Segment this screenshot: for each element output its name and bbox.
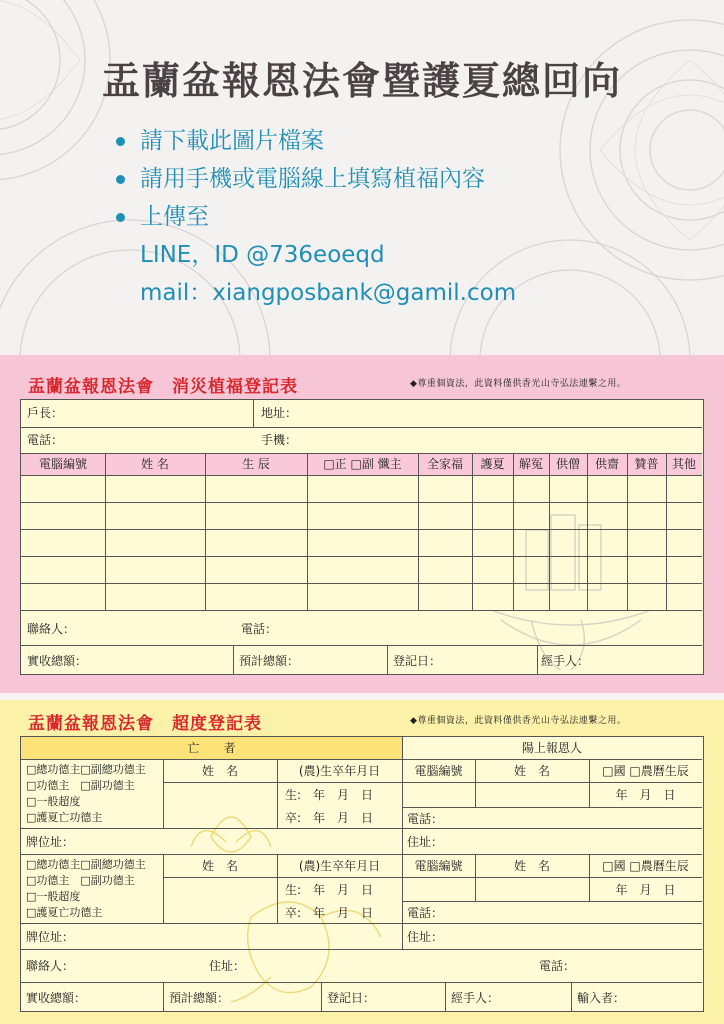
born-label: 生: 年 月 日 [285, 788, 374, 802]
instruction-list [112, 122, 516, 312]
form1-title: 盂蘭盆報恩法會 消災植福登記表 [28, 377, 298, 397]
contact-label: 聯絡人： [27, 622, 76, 636]
merit-options: □一般超度 [26, 890, 81, 903]
merit-options: □功德主 □副功德主 [26, 779, 135, 792]
born-label: 生: 年 月 日 [285, 883, 374, 897]
handler-label: 經手人： [541, 654, 590, 668]
computer-no-label: 電腦編號 [414, 764, 463, 778]
tablet-address-label: 牌位址： [26, 835, 75, 849]
lotus-hand-watermark [471, 470, 671, 670]
col-birth: 生 辰 [242, 457, 270, 471]
tablet-address-label: 牌位址： [26, 930, 75, 944]
form2-privacy-note: ◆尊重個資法，此資料僅供香光山寺弘法連繫之用。 [410, 716, 627, 726]
total-expected-label: 預計總額： [169, 991, 230, 1005]
living-header: 陽上報恩人 [521, 741, 582, 755]
living-phone-label: 電話： [407, 906, 444, 920]
living-address-label: 住址： [407, 835, 444, 849]
deliverance-form [20, 736, 704, 1012]
total-received-label: 實收總額： [27, 654, 88, 668]
instruction-item: 請下載此圖片檔案 [112, 122, 516, 160]
col-family: 全家福 [426, 457, 463, 471]
col-sangha: 供僧 [555, 457, 580, 471]
living-name-label: 姓 名 [513, 764, 550, 778]
handler-label: 經手人： [451, 991, 500, 1005]
deceased-name-label: 姓 名 [201, 764, 238, 778]
col-universal: 贊普 [634, 457, 659, 471]
blessing-registration-section [0, 355, 724, 693]
contact-address-label: 住址： [209, 959, 246, 973]
blessing-form [20, 399, 704, 675]
living-name-label: 姓 名 [513, 859, 550, 873]
merit-options: □一般超度 [26, 795, 81, 808]
instruction-item: 上傳至 [112, 198, 516, 236]
householder-label: 戶長： [27, 406, 64, 420]
phone-label: 電話： [27, 433, 64, 447]
col-name: 姓 名 [141, 457, 169, 471]
contact-phone-label: 電話： [539, 959, 576, 973]
instruction-item: 請用手機或電腦線上填寫植福內容 [112, 160, 516, 198]
form2-title: 盂蘭盆報恩法會 超度登記表 [28, 714, 262, 734]
form1-privacy-note: ◆尊重個資法，此資料僅供香光山寺弘法連繫之用。 [410, 379, 627, 389]
merit-options: □總功德主□副總功德主 [26, 763, 146, 776]
living-address-label: 住址： [407, 930, 444, 944]
deceased-header: 亡 者 [187, 741, 236, 755]
entered-by-label: 輸入者： [577, 991, 626, 1005]
line-id-text: LINE，ID @736eoeqd [140, 242, 385, 268]
computer-no-label: 電腦編號 [414, 859, 463, 873]
col-summer: 護夏 [480, 457, 505, 471]
contact-label: 聯絡人： [26, 959, 75, 973]
col-computer-no: 電腦編號 [38, 457, 87, 471]
merit-options: □護夏亡功德主 [26, 811, 103, 824]
col-other: 其他 [671, 457, 696, 471]
living-birthdate: 年 月 日 [615, 788, 676, 802]
col-penitent: □正 □副 懺主 [323, 457, 402, 471]
died-label: 卒: 年 月 日 [285, 906, 374, 920]
contact-phone-label: 電話： [241, 622, 278, 636]
total-expected-label: 預計總額： [239, 654, 300, 668]
reg-date-label: 登記日： [393, 654, 442, 668]
reg-date-label: 登記日： [327, 991, 376, 1005]
address-label: 地址： [261, 406, 298, 420]
col-meal: 供齋 [594, 457, 619, 471]
birth-death-label: (農)生卒年月日 [298, 859, 381, 873]
merit-options: □總功德主□副總功德主 [26, 858, 146, 871]
deliverance-registration-section [0, 700, 724, 1024]
mobile-label: 手機： [261, 433, 298, 447]
birth-death-label: (農)生卒年月日 [298, 764, 381, 778]
calendar-options: □國 □農曆生辰 [602, 859, 689, 873]
living-birthdate: 年 月 日 [615, 883, 676, 897]
merit-options: □功德主 □副功德主 [26, 874, 135, 887]
mail-text: mail：xiangposbank@gamil.com [140, 280, 517, 306]
col-grievance: 解冤 [518, 457, 543, 471]
total-received-label: 實收總額： [26, 991, 87, 1005]
died-label: 卒: 年 月 日 [285, 811, 374, 825]
calendar-options: □國 □農曆生辰 [602, 764, 689, 778]
deceased-name-label: 姓 名 [201, 859, 238, 873]
header-area [0, 0, 724, 355]
living-phone-label: 電話： [407, 812, 444, 826]
page-title: 盂蘭盆報恩法會暨護夏總回向 [101, 58, 622, 103]
merit-options: □護夏亡功德主 [26, 906, 103, 919]
